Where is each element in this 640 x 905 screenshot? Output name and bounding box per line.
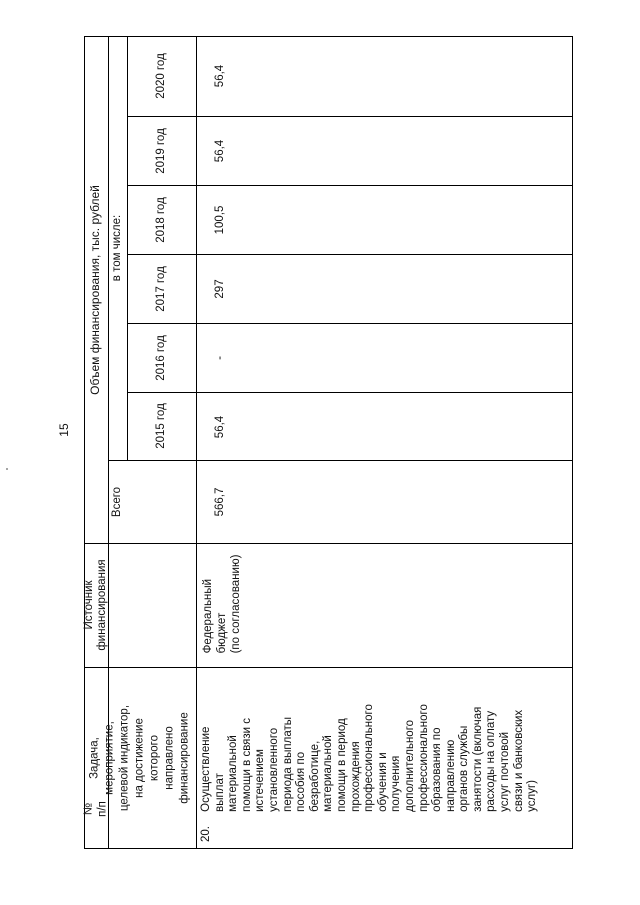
row-source-line: Федеральный <box>202 578 214 654</box>
row-task-line: услуг) <box>526 780 539 812</box>
row-task-line: прохождения <box>349 741 362 812</box>
row-task-line: материальной <box>322 735 335 812</box>
row-value-2017: 297 <box>214 279 227 299</box>
row-task-line: обучения и <box>376 752 389 812</box>
grid-line <box>108 460 573 461</box>
header-total: Всего <box>111 486 124 517</box>
row-value-2015: 56,4 <box>214 415 227 439</box>
header-task-line: на достижение <box>133 717 146 798</box>
header-year-2019: 2019 год <box>154 127 167 174</box>
header-year-2017: 2017 год <box>154 265 167 312</box>
header-task-line: целевой индикатор, <box>118 704 131 811</box>
header-year-2016: 2016 год <box>154 334 167 381</box>
row-source-line: (по согласованию) <box>230 554 242 654</box>
row-task-line: профессионального <box>363 704 376 812</box>
header-task-line: которого <box>148 734 161 781</box>
row-task <box>198 668 542 848</box>
header-source-line: финансирования <box>96 559 108 651</box>
header-task-line: Задача, <box>88 736 101 779</box>
row-value-2018: 100,5 <box>214 205 227 235</box>
header-year-2020: 2020 год <box>154 53 167 99</box>
row-task-line: материальной <box>227 735 240 812</box>
row-value-2016: - <box>214 356 227 360</box>
grid-line <box>84 543 573 544</box>
row-task-line: органов службы <box>458 725 471 812</box>
row-value-2019: 56,4 <box>214 139 227 163</box>
grid-line <box>84 848 573 849</box>
row-value-2020: 56,4 <box>214 64 227 88</box>
row-task-line: расходы на оплату <box>485 710 498 812</box>
header-source-line: Источник <box>83 580 95 630</box>
header-year-2018: 2018 год <box>154 196 167 243</box>
row-task-line: профессионального <box>417 704 430 812</box>
header-year-2015: 2015 год <box>154 403 167 449</box>
grid-line <box>196 36 197 849</box>
row-task-line: дополнительного <box>403 719 416 812</box>
header-task-line: направлено <box>163 725 176 790</box>
row-task-line: получения <box>390 755 403 812</box>
page-number: 15 <box>57 423 71 437</box>
row-source-line: бюджет <box>216 612 228 654</box>
row-num: 20. <box>200 826 213 842</box>
row-task-line: выплат <box>213 773 226 812</box>
header-num-line: № <box>82 802 95 816</box>
header-including: в том числе: <box>110 214 123 282</box>
row-total: 566,7 <box>214 487 227 517</box>
row-task-line: безработице, <box>308 740 321 812</box>
row-task-line: услуг почтовой <box>499 731 512 812</box>
header-source <box>84 543 108 667</box>
row-task-line: установленного <box>268 727 281 812</box>
row-task-line: связи и банковских <box>512 709 525 812</box>
header-task <box>84 667 196 848</box>
row-task-line: образования по <box>431 727 444 812</box>
grid-line <box>572 36 573 849</box>
row-task-line: помощи в связи с <box>240 717 253 812</box>
header-volume: Объем финансирования, тыс. рублей <box>88 184 103 395</box>
row-task-line: помощи в период <box>336 718 349 812</box>
row-task-line: пособия по <box>295 751 308 812</box>
scan-speck <box>6 468 8 470</box>
row-task-line: занятости (включая <box>471 706 484 812</box>
row-task-line: периода выплаты <box>281 716 294 812</box>
row-source <box>198 544 246 664</box>
row-task-line: истечением <box>254 749 267 812</box>
header-task-line: мероприятие, <box>103 720 116 795</box>
header-num-line: п/п <box>96 801 108 817</box>
header-task-line: финансирование <box>178 711 191 804</box>
row-task-line: направлению <box>444 739 457 812</box>
row-task-line: Осуществление <box>200 726 213 812</box>
